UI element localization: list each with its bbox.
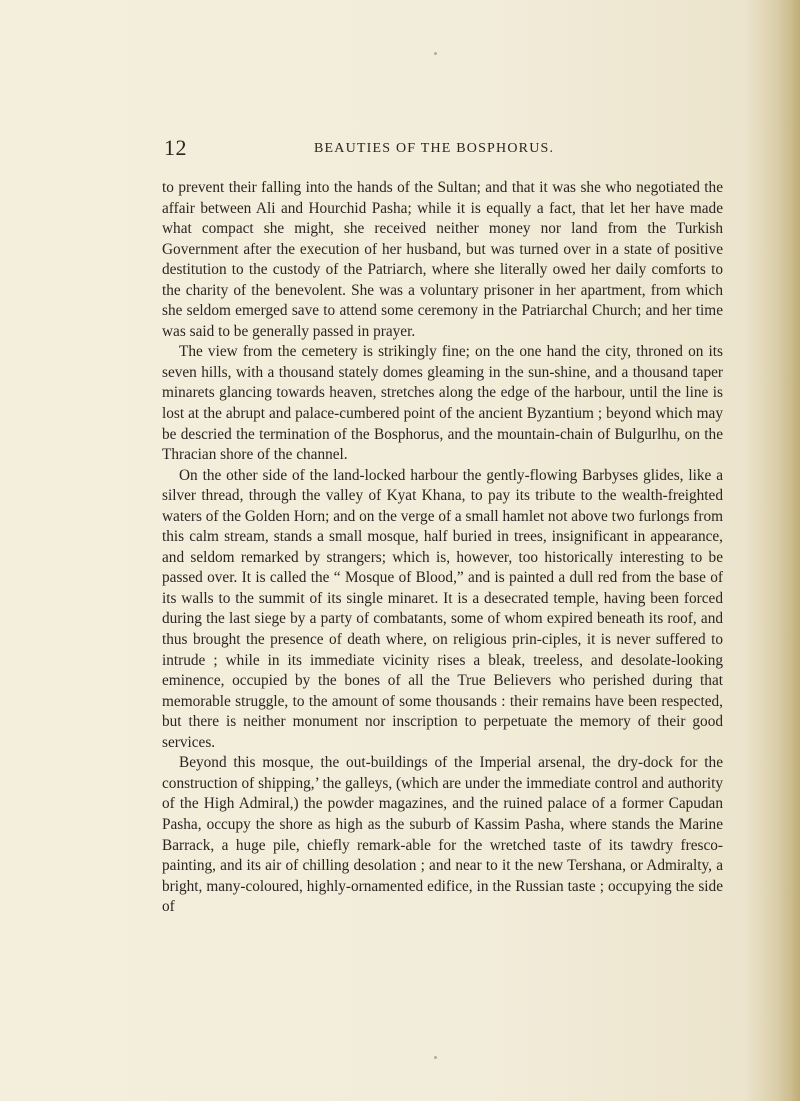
paragraph: The view from the cemetery is strikingly fine; on the one hand the city, throned on its seven hills, with a thousand stately domes gleaming in the sun-shine, and a thousand taper minarets glancing towards heaven, stretches along the edge of the harbour, until the line is lost at the abrupt and palace-cumbered point of the ancient Byzantium ; beyond which may be descried the termination of the Bosphorus, and the mountain-chain of Bulgurlhu, on the Thracian shore of the channel. xyxy=(162,343,723,464)
page-edge-shadow xyxy=(778,0,800,1101)
paper-speck xyxy=(434,52,437,55)
page-number: 12 xyxy=(164,135,187,160)
paper-speck xyxy=(434,1056,437,1059)
paragraph: Beyond this mosque, the out-buildings of the Imperial arsenal, the dry-dock for the construction of shipping,’ the galleys, (which are under the immediate control and authority of the High Admiral,) the powder magazines, and the ruined palace of a former Capudan Pasha, occupy the shore as high as the suburb of Kassim Pasha, where stands the Marine Barrack, a huge pile, chiefly remark-able for the wretched taste of its tawdry fresco-painting, and its air of chilling desolation ; and near to it the new Tershana, or Admiralty, a bright, many-coloured, highly-ornamented edifice, in the Russian taste ; occupying the side of xyxy=(162,754,723,916)
page-header xyxy=(164,136,724,160)
paragraph: to prevent their falling into the hands of the Sultan; and that it was she who negotiated the affair between Ali and Hourchid Pasha; while it is equally a fact, that let her have made what compact she might, she received neither money nor land from the Turkish Government after the execution of her husband, but was turned over in a state of positive destitution to the custody of the Patriarch, where she literally owed her daily comforts to the charity of the benevolent. She was a voluntary prisoner in her apartment, from which she seldom emerged save to attend some ceremony in the Patriarchal Church; and her time was said to be generally passed in prayer. xyxy=(162,179,723,340)
running-title: BEAUTIES OF THE BOSPHORUS. xyxy=(314,141,555,156)
paragraph: On the other side of the land-locked harbour the gently-flowing Barbyses glides, like a silver thread, through the valley of Kyat Khana, to pay its tribute to the wealth-freighted waters of the Golden Horn; and on the verge of a small hamlet not above two furlongs from this calm stream, stands a small mosque, half buried in trees, insignificant in appearance, and seldom remarked by strangers; which is, however, too historically interesting to be passed over. It is called the “ Mosque of Blood,” and is painted a dull red from the base of its walls to the summit of its single minaret. It is a desecrated temple, having been forced during the last siege by a party of combatants, some of whom expired beneath its roof, and thus brought the presence of death where, on religious prin-ciples, it is never suffered to intrude ; while in its immediate vicinity rises a bleak, treeless, and desolate-looking eminence, occupied by the bones of all the True Believers who perished during that memorable struggle, to the amount of some thousands : their remains have been respected, but there is neither monument nor inscription to perpetuate the memory of their good services. xyxy=(162,466,723,751)
body-text xyxy=(162,178,723,918)
